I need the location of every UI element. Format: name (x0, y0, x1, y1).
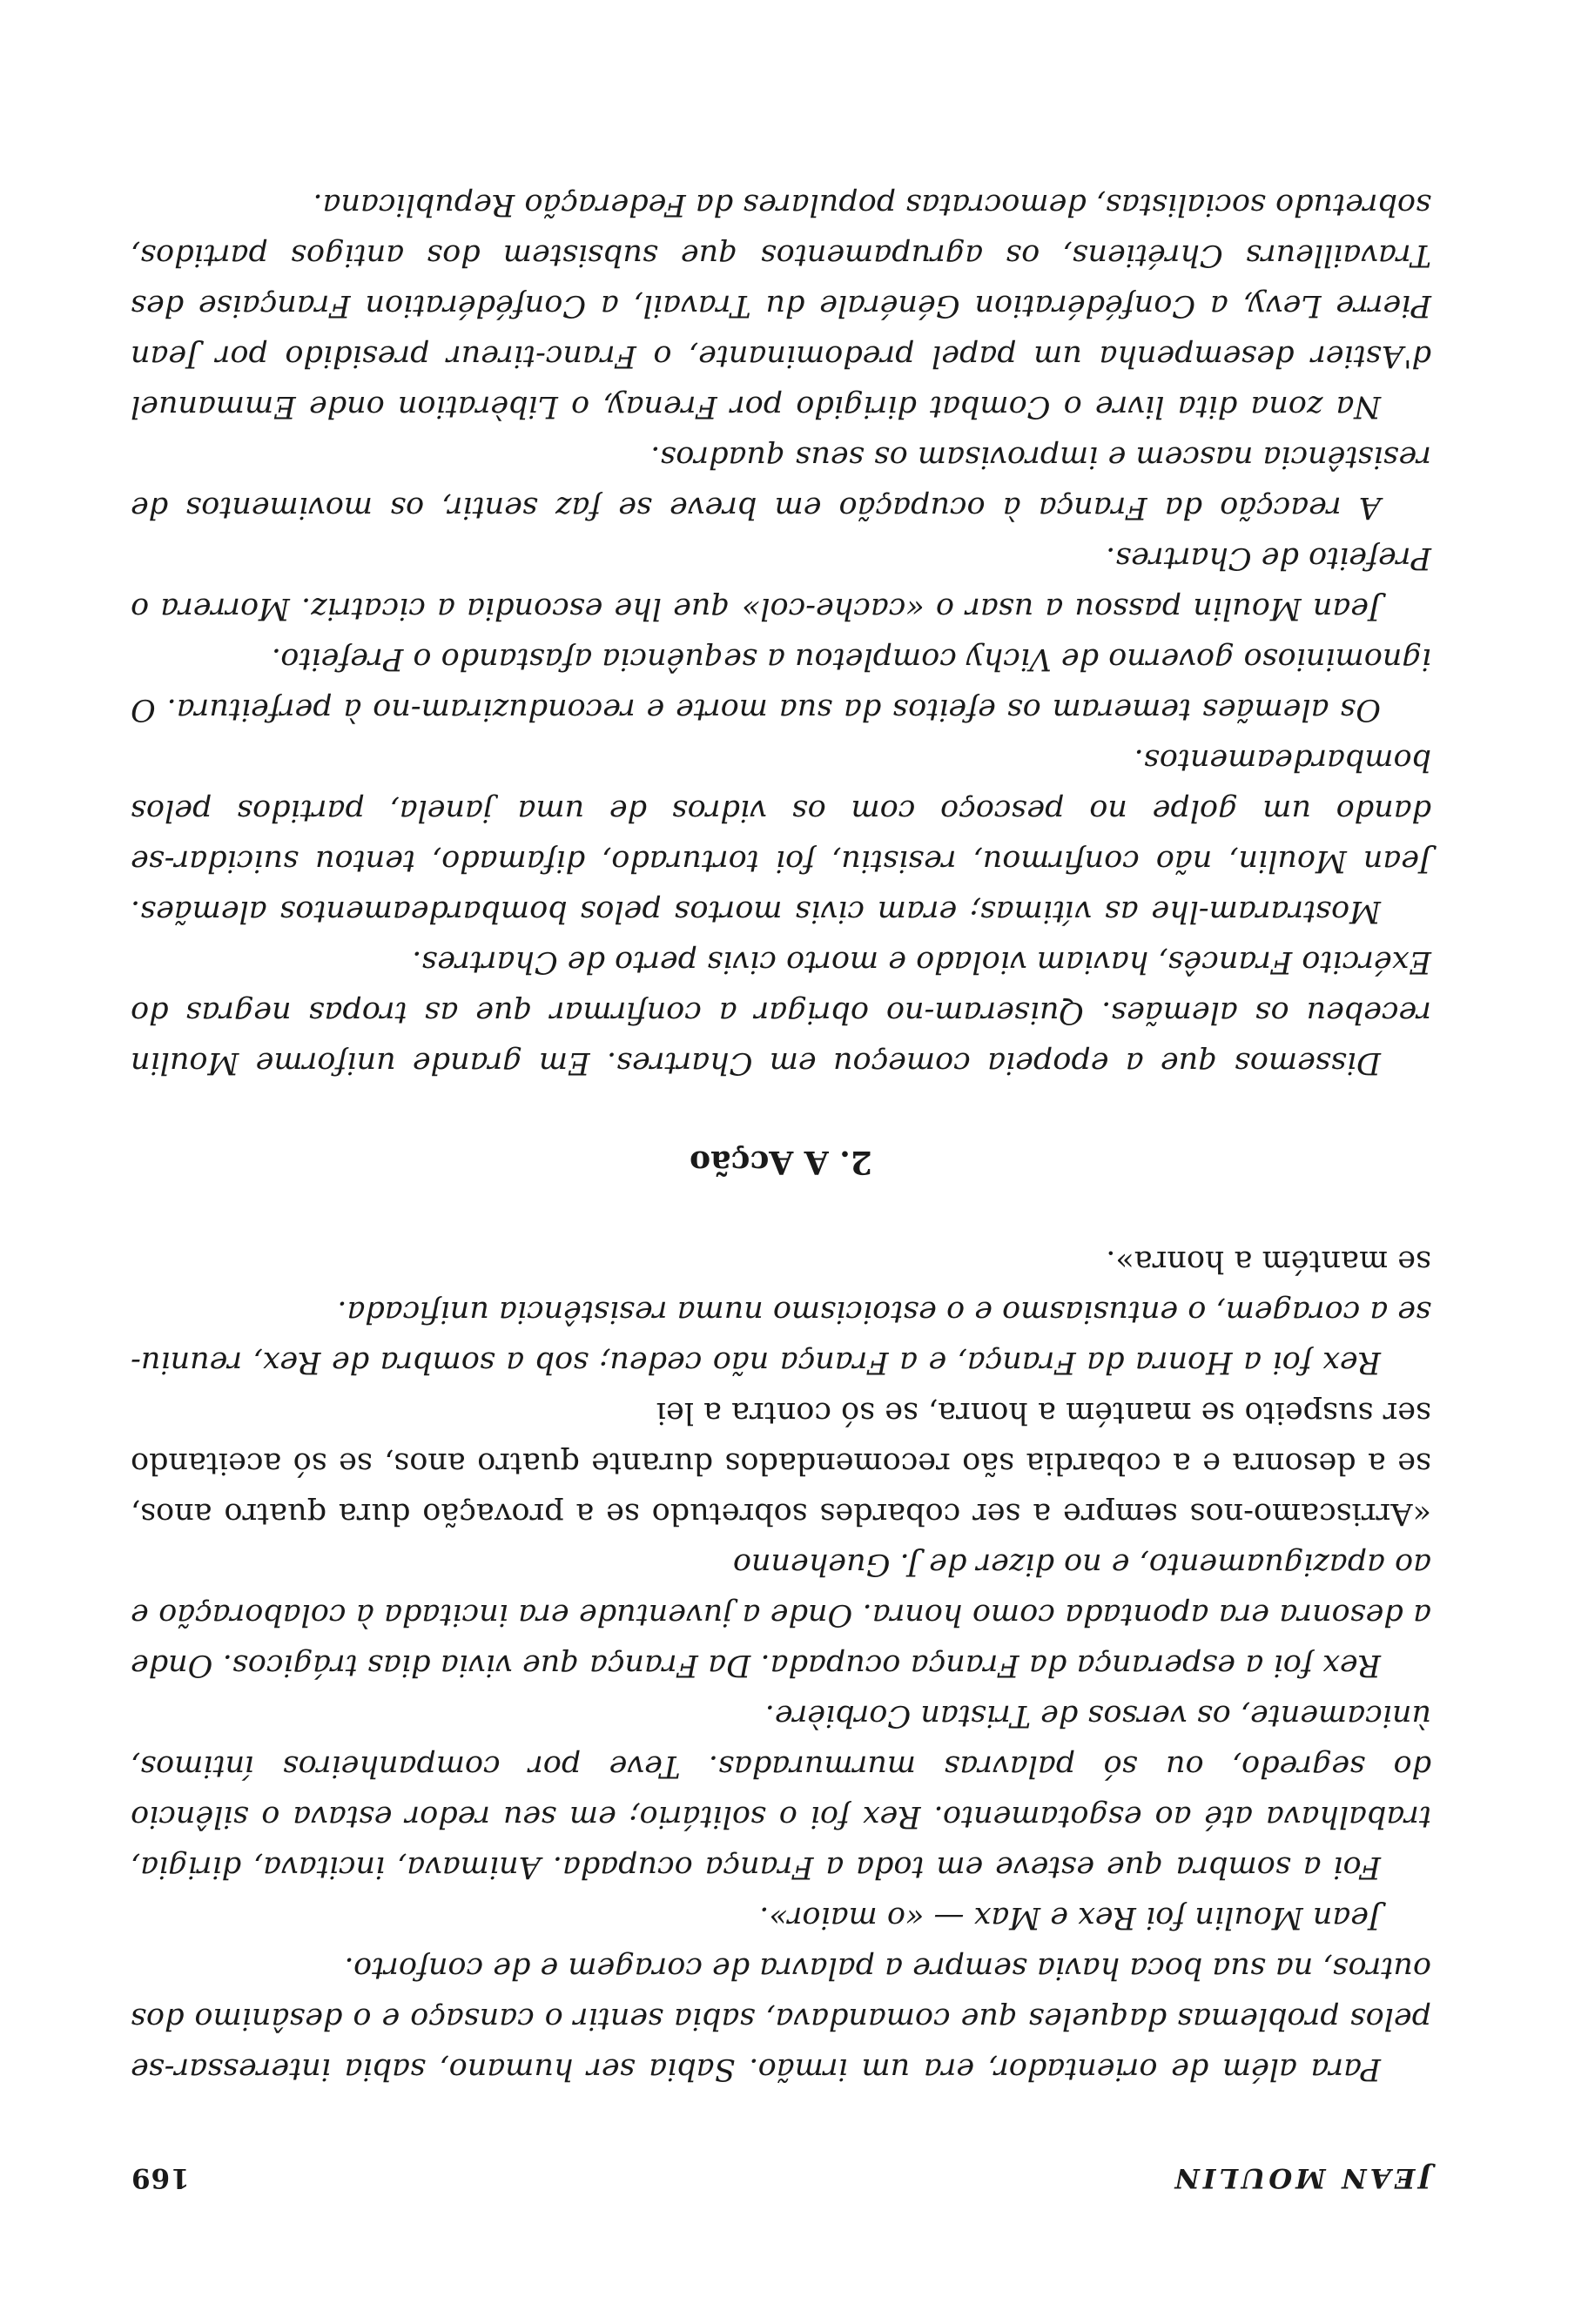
section-heading: 2. A Acção (690, 1144, 872, 1180)
paragraph-7-quote-end: se mantém a honra». (1106, 1244, 1431, 1279)
paragraph-1: Para além de orientador, era um irmão. Sabia ser humano, sabia interessar-se pelos problemas daqueles que comandava, sabia sentir o cansaço e o desânimo dos outros, na sua boca havia sempre a palavra de coragem e de conforto. (131, 1951, 1431, 2086)
paragraph-9: Mostraram-lhe as vítimas; eram civis mortos pelos bombardeamentos alemães. Jean Moulin, não confirmou, resistiu, foi torturado, difamado, tentou suicidar-se dando um golpe no pescoço com os vidros de uma janela, partidos pelos bombardeamentos. (131, 742, 1431, 929)
body-text (131, 179, 1431, 2094)
running-head (131, 2138, 1431, 2193)
paragraph-12: A reacção da França à ocupação em breve se faz sentir, os movimentos de resistência nascem e improvisam os seus quadros. (131, 440, 1431, 525)
paragraph-13: Na zona dita livre o Combat dirigido por Frenay, o Libèration onde Emmanuel d'Astier desempenha um papel predominante, o Franc-tireur presidido por Jean Pierre Levy, a Confédération Générale du Travail, a Confédération Française des Travailleurs Chrétiens, os agrupamentos que subsistem dos antigos partidos, sobretudo socialistas, democratas populares da Federação Republicana. (131, 187, 1431, 424)
paragraph-3: Foi a sombra que esteve em toda a França ocupada. Animava, incitava, dirigia, trabalhava até ao esgotamento. Rex foi o solitário; em seu redor estava o silêncio do segredo, ou só palavras murmuradas. Teve por companheiros íntimos, ùnicamente, os versos de Tristan Corbière. (131, 1698, 1431, 1884)
paragraph-11: Jean Moulin passou a usar o «cache-col» que lhe escondia a cicatriz. Morrera o Prefeito de Chartres. (131, 541, 1431, 626)
paragraph-10: Os alemães temeram os efeitos da sua morte e reconduziram-no à perfeitura. O ignominioso governo de Vichy completou a sequência afastando o Prefeito. (131, 641, 1431, 727)
paragraph-8: Dissemos que a epopeia começou em Chartres. Em grande uniforme Moulin recebeu os alemães. Quiseram-no obrigar a confirmar que as tropas negras do Exército Francês, haviam violado e morto civis perto de Chartres. (131, 944, 1431, 1080)
paragraph-5-quote: «Arriscamo-nos sempre a ser cobardes sobretudo se a provação dura quatro anos, se a desonra e a cobardia são recomendados durante quatro anos, se só aceitando ser suspeito se mantém a honra, se só contra a lei (131, 1395, 1431, 1531)
paragraph-4: Rex foi a esperança da França ocupada. Da França que vivia dias trágicos. Onde a desonra era apontada como honra. Onde a juventude era incitada à colaboração e ao apaziguamento, e no dizer de J. Guehenno (131, 1547, 1431, 1683)
paragraph-6: Rex foi a Honra da França, e a França não cedeu; sob a sombra de Rex, reuniu-se a coragem, o entusiasmo e o estoicismo numa resistência unificada. (131, 1294, 1431, 1380)
paragraph-2: Jean Moulin foi Rex e Max — «o maior». (759, 1900, 1381, 1935)
page-number: 169 (131, 2162, 190, 2193)
running-title: JEAN MOULIN (1171, 2162, 1431, 2193)
